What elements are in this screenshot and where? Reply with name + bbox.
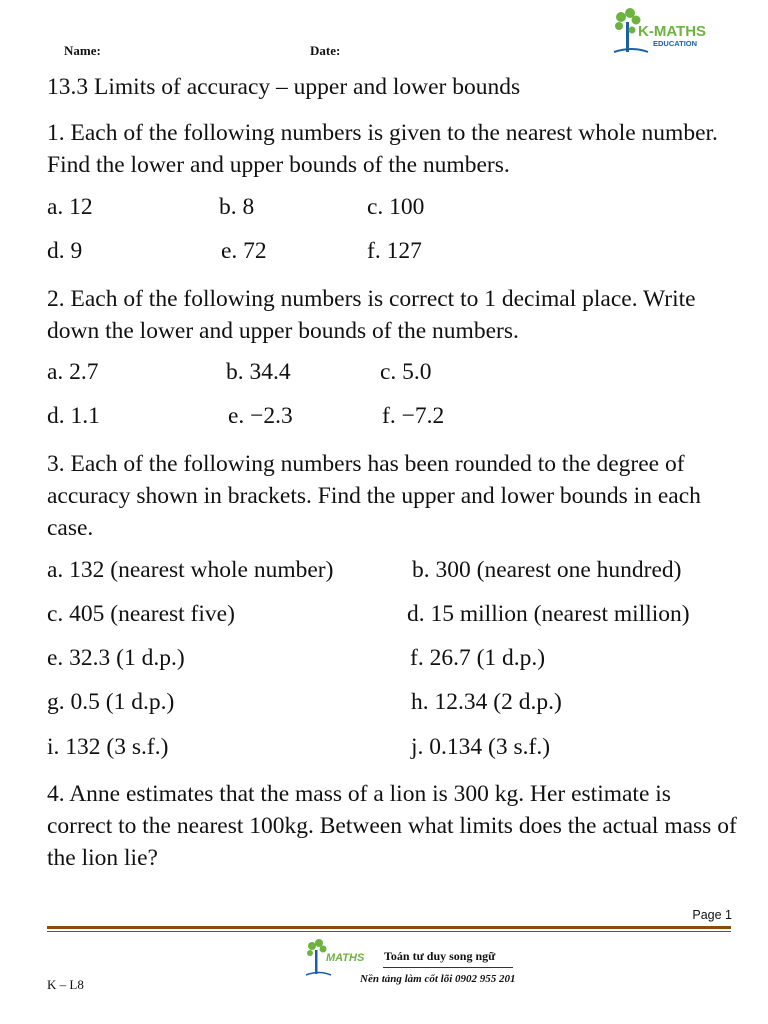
- q2-item-a: a. 2.7: [47, 359, 99, 385]
- footer-logo-text: MATHS: [326, 952, 365, 964]
- logo-subtext: EDUCATION: [653, 39, 698, 48]
- date-label: Date:: [310, 43, 341, 58]
- question-4-text: 4. Anne estimates that the mass of a lion is 300 kg. Her estimate is correct to the nearest 100kg. Between what limits does the actual mass of the lion lie?: [47, 781, 737, 871]
- q3-item-b: b. 300 (nearest one hundred): [412, 557, 682, 583]
- question-3-text: 3. Each of the following numbers has been rounded to the degree of accuracy shown in brackets. Find the upper and lower bounds in each case.: [47, 451, 701, 541]
- q3-item-h: h. 12.34 (2 d.p.): [411, 689, 562, 715]
- q1-item-d: d. 9: [47, 238, 83, 264]
- q1-item-c: c. 100: [367, 194, 425, 220]
- q2-item-e: e. −2.3: [228, 403, 293, 429]
- q3-item-g: g. 0.5 (1 d.p.): [47, 689, 175, 715]
- q3-item-f: f. 26.7 (1 d.p.): [410, 645, 546, 671]
- q3-item-d: d. 15 million (nearest million): [407, 601, 690, 627]
- q3-item-e: e. 32.3 (1 d.p.): [47, 645, 185, 671]
- footer-logo: [305, 938, 375, 978]
- question-1-text: 1. Each of the following numbers is given to the nearest whole number. Find the lower and upper bounds of the numbers.: [47, 120, 718, 178]
- q1-item-a: a. 12: [47, 194, 93, 220]
- logo-text: K-MATHS: [638, 23, 707, 40]
- footer-rule-thick: [47, 926, 731, 929]
- footer-slogan: Toán tư duy song ngữ: [384, 949, 496, 963]
- footer-code: K – L8: [47, 977, 84, 992]
- k-maths-logo: [612, 8, 722, 58]
- q3-item-c: c. 405 (nearest five): [47, 601, 235, 627]
- worksheet-title: 13.3 Limits of accuracy – upper and lower bounds: [47, 74, 521, 100]
- q1-item-e: e. 72: [221, 238, 267, 264]
- footer-tagline: Nền tảng làm cốt lõi 0902 955 201: [360, 973, 516, 985]
- q3-item-j: j. 0.134 (3 s.f.): [411, 734, 551, 760]
- footer-slogan-underline: [383, 967, 513, 968]
- page-number: Page 1: [692, 908, 732, 922]
- q1-item-b: b. 8: [219, 194, 255, 220]
- q2-item-b: b. 34.4: [226, 359, 291, 385]
- q3-item-i: i. 132 (3 s.f.): [47, 734, 169, 760]
- q2-item-c: c. 5.0: [380, 359, 432, 385]
- footer-rule-thin: [47, 931, 731, 932]
- name-label: Name:: [64, 43, 101, 58]
- q3-item-a: a. 132 (nearest whole number): [47, 557, 334, 583]
- q1-item-f: f. 127: [367, 238, 422, 264]
- question-2-text: 2. Each of the following numbers is correct to 1 decimal place. Write down the lower and upper bounds of the numbers.: [47, 286, 696, 344]
- q2-item-d: d. 1.1: [47, 403, 100, 429]
- q2-item-f: f. −7.2: [382, 403, 445, 429]
